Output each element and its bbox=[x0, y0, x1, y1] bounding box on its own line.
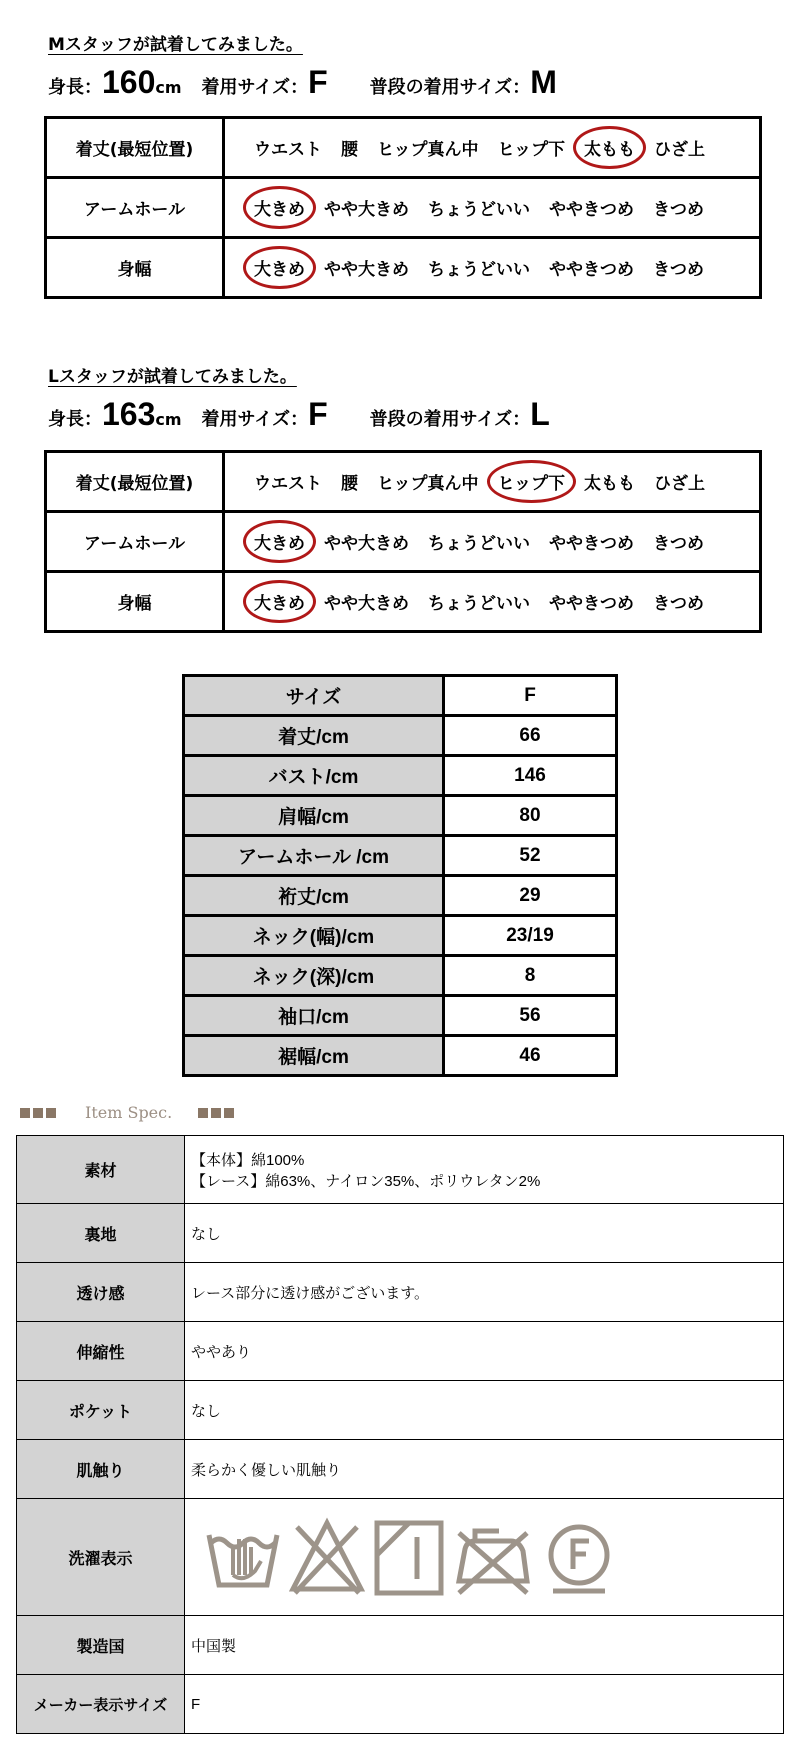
size-value: 146 bbox=[444, 756, 617, 796]
line-dry-shade-icon bbox=[371, 1517, 447, 1597]
size-label: 袖口/cm bbox=[184, 996, 444, 1036]
size-label: ネック(深)/cm bbox=[184, 956, 444, 996]
square-decoration-icon bbox=[46, 1108, 56, 1118]
spec-row-material bbox=[17, 1136, 784, 1204]
size-label: ネック(幅)/cm bbox=[184, 916, 444, 956]
size-label: アームホール /cm bbox=[184, 836, 444, 876]
spec-row-sheerness bbox=[17, 1263, 784, 1322]
fit-option: きつめ bbox=[653, 534, 704, 554]
size-label: 裾幅/cm bbox=[184, 1036, 444, 1076]
spec-key: 素材 bbox=[17, 1136, 185, 1204]
staff-stats bbox=[48, 64, 557, 101]
fit-row-label: 着丈(最短位置) bbox=[46, 452, 224, 512]
height-label: 身長： bbox=[48, 409, 102, 430]
wear-size-value: F bbox=[308, 64, 328, 100]
fit-row-label: 身幅 bbox=[46, 572, 224, 632]
fit-option: やや大きめ bbox=[324, 534, 409, 554]
spec-key: ポケット bbox=[17, 1381, 185, 1440]
square-decoration-icon bbox=[224, 1108, 234, 1118]
spec-row-origin bbox=[17, 1616, 784, 1675]
size-row bbox=[184, 876, 617, 916]
size-label: バスト/cm bbox=[184, 756, 444, 796]
size-table-header bbox=[184, 676, 617, 716]
usual-size-label: 普段の着用サイズ： bbox=[369, 409, 531, 430]
size-row bbox=[184, 836, 617, 876]
fit-option: ややきつめ bbox=[549, 594, 634, 614]
size-row bbox=[184, 796, 617, 836]
fit-row-label: 着丈(最短位置) bbox=[46, 118, 224, 178]
fit-option: ややきつめ bbox=[549, 200, 634, 220]
spec-key: 伸縮性 bbox=[17, 1322, 185, 1381]
fit-option: ひざ上 bbox=[654, 140, 705, 160]
fit-option: ややきつめ bbox=[549, 260, 634, 280]
fit-option: 腰 bbox=[341, 474, 358, 494]
fit-option-selected: 大きめ bbox=[253, 589, 306, 614]
size-label: 裄丈/cm bbox=[184, 876, 444, 916]
size-table bbox=[182, 674, 618, 1077]
size-row bbox=[184, 1036, 617, 1076]
fit-option-selected: 大きめ bbox=[253, 195, 306, 220]
size-label: 着丈/cm bbox=[184, 716, 444, 756]
spec-key: 肌触り bbox=[17, 1440, 185, 1499]
square-decoration-icon bbox=[20, 1108, 30, 1118]
size-header-value: F bbox=[444, 676, 617, 716]
size-value: 46 bbox=[444, 1036, 617, 1076]
fit-option: きつめ bbox=[653, 260, 704, 280]
spec-value: 柔らかく優しい肌触り bbox=[185, 1440, 784, 1499]
spec-value: なし bbox=[185, 1204, 784, 1263]
usual-size-label: 普段の着用サイズ： bbox=[369, 77, 531, 98]
spec-value: 中国製 bbox=[185, 1616, 784, 1675]
usual-size-value: M bbox=[530, 64, 557, 100]
laundry-icons bbox=[191, 1517, 783, 1597]
fit-option-selected: 大きめ bbox=[253, 255, 306, 280]
size-row bbox=[184, 956, 617, 996]
spec-row-pocket bbox=[17, 1381, 784, 1440]
fit-table bbox=[44, 450, 762, 633]
fit-option: きつめ bbox=[653, 594, 704, 614]
square-decoration-icon bbox=[198, 1108, 208, 1118]
fit-row-length bbox=[46, 118, 761, 178]
fit-row-armhole bbox=[46, 512, 761, 572]
size-value: 29 bbox=[444, 876, 617, 916]
fit-options bbox=[224, 572, 761, 632]
fit-option: やや大きめ bbox=[324, 200, 409, 220]
fit-row-armhole bbox=[46, 178, 761, 238]
size-label: 肩幅/cm bbox=[184, 796, 444, 836]
size-value: 52 bbox=[444, 836, 617, 876]
fit-option-selected: 大きめ bbox=[253, 529, 306, 554]
square-decoration-icon bbox=[211, 1108, 221, 1118]
fit-option: 太もも bbox=[584, 474, 635, 494]
fit-option: ヒップ真ん中 bbox=[377, 474, 479, 494]
wear-size-label: 着用サイズ： bbox=[201, 77, 309, 98]
fit-option: ちょうどいい bbox=[428, 534, 530, 554]
spec-row-maker-size bbox=[17, 1675, 784, 1734]
fit-option: やや大きめ bbox=[324, 594, 409, 614]
spec-key: メーカー表示サイズ bbox=[17, 1675, 185, 1734]
staff-title: Mスタッフが試着してみました。 bbox=[48, 35, 303, 55]
fit-option: ちょうどいい bbox=[428, 594, 530, 614]
size-value: 8 bbox=[444, 956, 617, 996]
wear-size-value: F bbox=[308, 396, 328, 432]
staff-stats bbox=[48, 396, 550, 433]
fit-options bbox=[224, 118, 761, 178]
fit-option: ウエスト bbox=[254, 474, 322, 494]
spec-row-lining bbox=[17, 1204, 784, 1263]
fit-table bbox=[44, 116, 762, 299]
spec-value: なし bbox=[185, 1381, 784, 1440]
size-row bbox=[184, 996, 617, 1036]
fit-options bbox=[224, 512, 761, 572]
spec-value bbox=[185, 1499, 784, 1616]
fit-option-selected: 太もも bbox=[583, 135, 636, 160]
spec-key: 洗濯表示 bbox=[17, 1499, 185, 1616]
fit-option: ウエスト bbox=[254, 140, 322, 160]
fit-row-width bbox=[46, 572, 761, 632]
wear-size-label: 着用サイズ： bbox=[201, 409, 309, 430]
fit-row-label: アームホール bbox=[46, 178, 224, 238]
staff-title: Lスタッフが試着してみました。 bbox=[48, 367, 297, 387]
spec-value bbox=[185, 1136, 784, 1204]
fit-options bbox=[224, 178, 761, 238]
fit-option: ヒップ真ん中 bbox=[377, 140, 479, 160]
no-iron-icon bbox=[453, 1517, 533, 1597]
size-value: 80 bbox=[444, 796, 617, 836]
dry-clean-f-icon bbox=[539, 1517, 619, 1597]
item-spec-header bbox=[20, 1103, 237, 1122]
fit-option: 腰 bbox=[341, 140, 358, 160]
spec-key: 製造国 bbox=[17, 1616, 185, 1675]
fit-option: ヒップ下 bbox=[497, 140, 565, 160]
size-row bbox=[184, 916, 617, 956]
no-bleach-icon bbox=[289, 1517, 365, 1597]
spec-value: F bbox=[185, 1675, 784, 1734]
spec-key: 透け感 bbox=[17, 1263, 185, 1322]
height-unit: cm bbox=[155, 410, 182, 429]
size-value: 56 bbox=[444, 996, 617, 1036]
fit-row-length bbox=[46, 452, 761, 512]
spec-value: ややあり bbox=[185, 1322, 784, 1381]
spec-key: 裏地 bbox=[17, 1204, 185, 1263]
fit-options bbox=[224, 238, 761, 298]
size-row bbox=[184, 756, 617, 796]
fit-option: やや大きめ bbox=[324, 260, 409, 280]
spec-line: 【本体】綿100% bbox=[191, 1151, 305, 1169]
size-row bbox=[184, 716, 617, 756]
fit-row-label: 身幅 bbox=[46, 238, 224, 298]
fit-option: ちょうどいい bbox=[428, 200, 530, 220]
fit-options bbox=[224, 452, 761, 512]
size-value: 66 bbox=[444, 716, 617, 756]
spec-row-laundry bbox=[17, 1499, 784, 1616]
hand-wash-icon bbox=[203, 1517, 283, 1597]
spec-row-stretch bbox=[17, 1322, 784, 1381]
square-decoration-icon bbox=[33, 1108, 43, 1118]
usual-size-value: L bbox=[530, 396, 550, 432]
item-spec-title: Item Spec. bbox=[85, 1103, 173, 1122]
fit-option: ややきつめ bbox=[549, 534, 634, 554]
fit-option: ちょうどいい bbox=[428, 260, 530, 280]
height-unit: cm bbox=[155, 78, 182, 97]
height-value: 163 bbox=[102, 396, 156, 432]
height-value: 160 bbox=[102, 64, 156, 100]
fit-option: ひざ上 bbox=[654, 474, 705, 494]
size-header-label: サイズ bbox=[184, 676, 444, 716]
fit-option-selected: ヒップ下 bbox=[497, 469, 567, 494]
spec-value: レース部分に透け感がございます。 bbox=[185, 1263, 784, 1322]
fit-option: きつめ bbox=[653, 200, 704, 220]
fit-row-label: アームホール bbox=[46, 512, 224, 572]
size-value: 23/19 bbox=[444, 916, 617, 956]
height-label: 身長： bbox=[48, 77, 102, 98]
spec-line: 【レース】綿63%、ナイロン35%、ポリウレタン2% bbox=[191, 1172, 541, 1190]
item-spec-table bbox=[16, 1135, 784, 1734]
spec-row-texture bbox=[17, 1440, 784, 1499]
fit-row-width bbox=[46, 238, 761, 298]
